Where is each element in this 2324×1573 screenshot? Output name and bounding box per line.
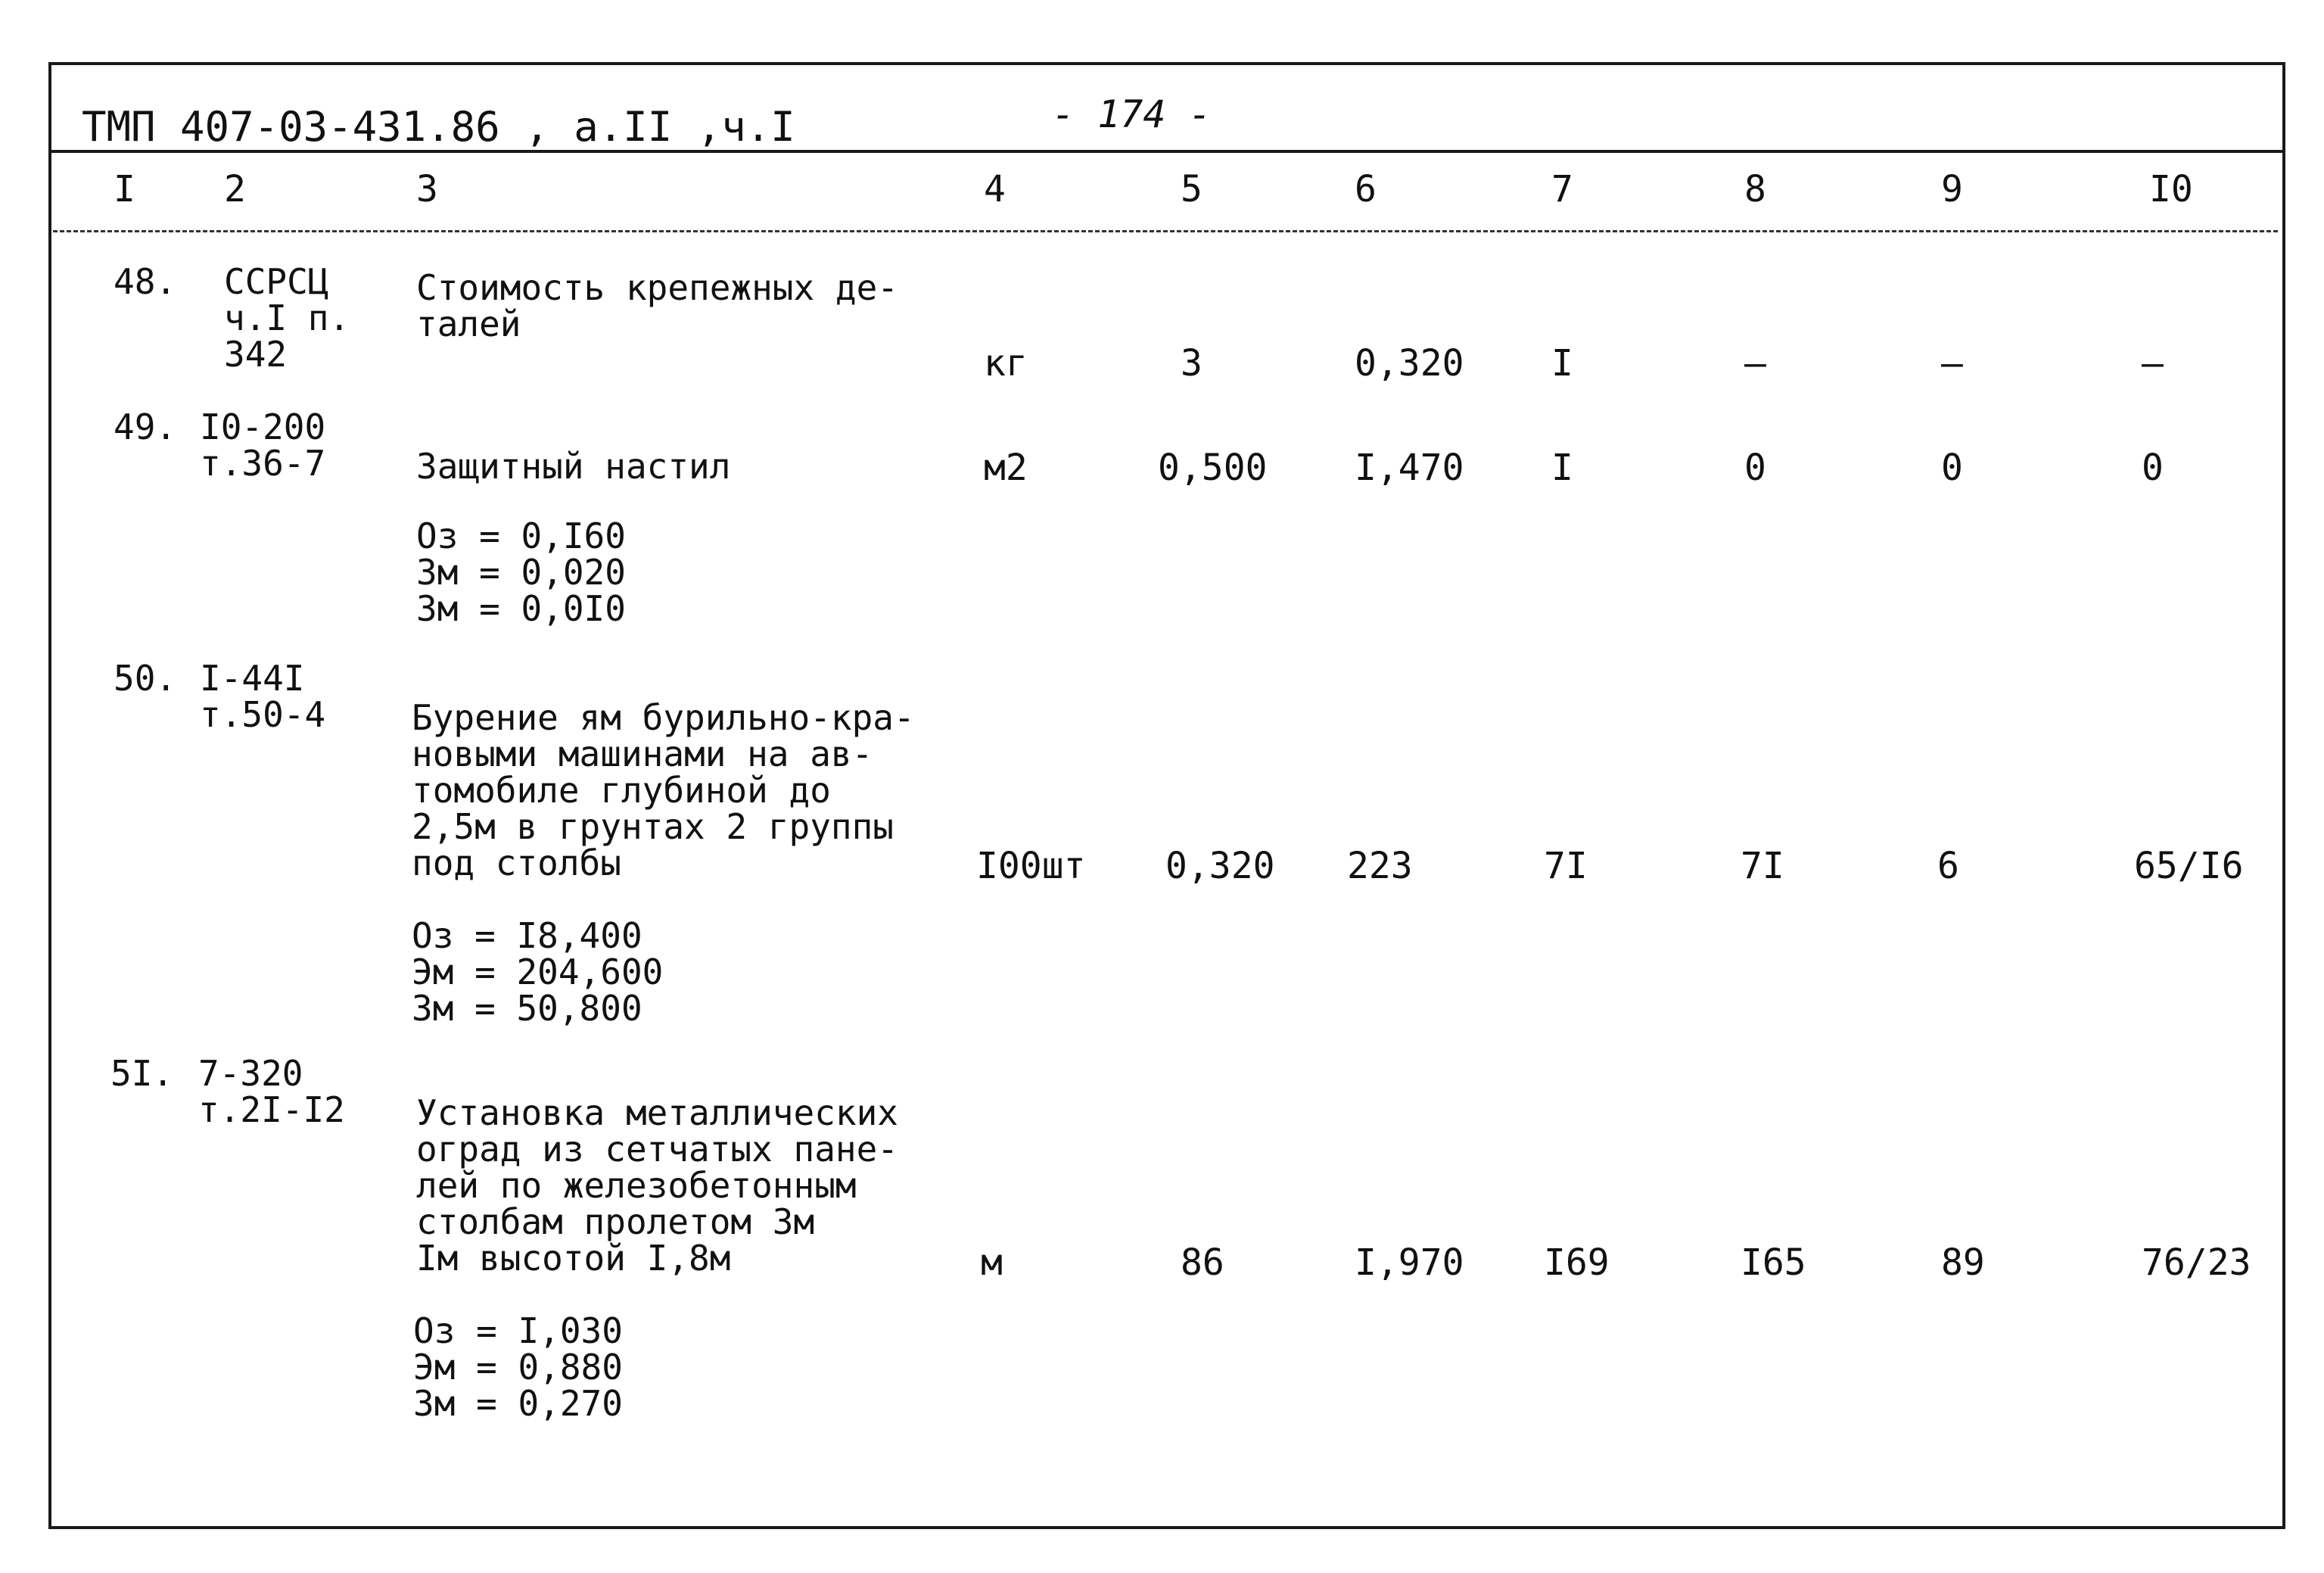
col-header-3: 3: [416, 168, 438, 210]
row-reference-line: 7-320: [198, 1053, 303, 1094]
row-coefficient-line: Эм = 0,880: [413, 1347, 623, 1388]
row-description-line: 2,5м в грунтах 2 группы: [412, 806, 894, 847]
row-number: 48.: [114, 261, 177, 302]
col-header-2: 2: [224, 168, 246, 210]
row-description-line: лей по железобетонным: [416, 1165, 857, 1206]
column-header-rule: [53, 230, 2278, 232]
col-header-4: 4: [984, 168, 1006, 210]
row-reference-line: т.2I-I2: [198, 1089, 345, 1130]
row-unit: м2: [984, 447, 1028, 489]
row-description-line: томобиле глубиной до: [412, 770, 831, 811]
row-description-line: Установка металлических: [416, 1092, 898, 1133]
row-reference-line: I-44I: [200, 658, 305, 699]
row-unit-price: 0,320: [1355, 342, 1464, 385]
row-description-line: Стоимость крепежных де-: [416, 267, 898, 308]
row-description-line: столбам пролетом 3м: [416, 1201, 815, 1242]
row-col8: 7I: [1741, 845, 1784, 887]
col-header-9: 9: [1941, 168, 1963, 210]
row-description-line: Защитный настил: [416, 446, 731, 487]
row-coefficient-line: Зм = 0,270: [413, 1383, 623, 1424]
col-header-6: 6: [1355, 168, 1377, 210]
row-unit-price: I,970: [1355, 1241, 1464, 1284]
row-reference-line: 342: [224, 334, 288, 375]
row-col8: I65: [1741, 1241, 1806, 1284]
col-header-1: I: [114, 168, 135, 210]
col-header-8: 8: [1744, 168, 1766, 210]
row-coefficient-line: Оз = I8,400: [412, 915, 642, 956]
row-col7: I: [1551, 342, 1573, 385]
row-reference-line: ч.I п.: [224, 297, 350, 338]
col-header-10: I0: [2149, 168, 2193, 210]
row-coefficient-line: Зм = 0,0I0: [416, 588, 626, 629]
row-unit: I00шт: [976, 845, 1086, 887]
row-col8: –: [1744, 342, 1766, 385]
row-col7: 7I: [1544, 845, 1588, 887]
row-col9: 6: [1937, 845, 1959, 887]
row-col7: I69: [1544, 1241, 1610, 1284]
row-coefficient-line: Оз = I,030: [413, 1310, 623, 1351]
row-col10: –: [2142, 342, 2164, 385]
row-unit: м: [981, 1241, 1003, 1284]
row-coefficient-line: Зм = 0,020: [416, 552, 626, 593]
row-description-line: оград из сетчатых пане-: [416, 1129, 898, 1170]
row-description-line: новыми машинами на ав-: [412, 734, 873, 774]
row-unit-price: 223: [1347, 845, 1413, 887]
row-col10: 65/I6: [2134, 845, 2244, 887]
row-col8: 0: [1744, 447, 1766, 489]
row-col7: I: [1551, 447, 1573, 489]
row-quantity: 86: [1181, 1241, 1224, 1284]
row-description-line: под столбы: [412, 843, 621, 883]
row-col9: –: [1941, 342, 1963, 385]
row-coefficient-line: Эм = 204,600: [412, 952, 664, 992]
row-reference-line: т.50-4: [200, 694, 326, 735]
row-description-line: Iм высотой I,8м: [416, 1238, 731, 1279]
row-quantity: 0,500: [1158, 447, 1268, 489]
row-number: 50.: [114, 658, 177, 699]
row-quantity: 3: [1181, 342, 1202, 385]
row-unit-price: I,470: [1355, 447, 1464, 489]
row-reference-line: т.36-7: [200, 443, 326, 484]
row-col9: 0: [1941, 447, 1963, 489]
row-unit: кг: [984, 342, 1028, 385]
row-coefficient-line: Зм = 50,800: [412, 988, 642, 1029]
page-frame: [48, 62, 2285, 1529]
row-description-line: Бурение ям бурильно-кра-: [412, 697, 915, 738]
row-col9: 89: [1941, 1241, 1985, 1284]
row-coefficient-line: Оз = 0,I60: [416, 516, 626, 556]
row-description-line: талей: [416, 304, 521, 344]
row-col10: 76/23: [2142, 1241, 2251, 1284]
row-col10: 0: [2142, 447, 2164, 489]
row-reference-line: ССРСЦ: [224, 261, 329, 302]
row-reference-line: I0-200: [200, 406, 326, 447]
page-number: - 174 -: [1052, 92, 1212, 136]
row-number: 49.: [114, 406, 177, 447]
col-header-7: 7: [1551, 168, 1573, 210]
row-number: 5I.: [110, 1053, 174, 1094]
document-code: ТМП 407-03-431.86 , а.II ,ч.I: [82, 103, 795, 151]
row-quantity: 0,320: [1165, 845, 1275, 887]
col-header-5: 5: [1181, 168, 1202, 210]
